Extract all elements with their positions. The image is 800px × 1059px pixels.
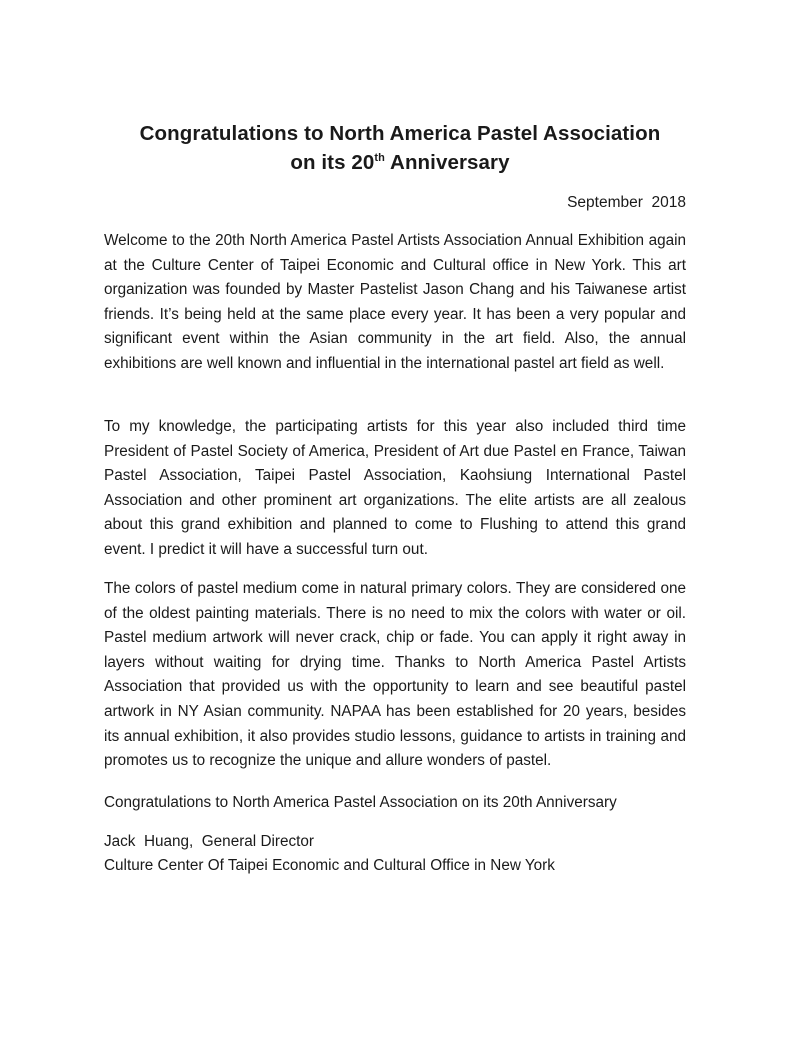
signature-organization: Culture Center Of Taipei Economic and Cultural Office in New York	[104, 857, 555, 874]
letter-title	[60, 119, 740, 177]
paragraph-welcome: Welcome to the 20th North America Pastel Artists Association Annual Exhibition again at the Culture Center of Taipei Economic and Cultural office in New York. This art organization was founded by Master Pastelist Jason Chang and his Taiwanese artist friends. It’s being held at the same place every year. It has been a very popular and significant event within the Asian community in the art field. Also, the annual exhibitions are well known and influential in the international pastel art field as well.	[104, 232, 686, 372]
title-ordinal-suffix: th	[374, 152, 385, 164]
paragraph-participants: To my knowledge, the participating artists for this year also included third time President of Pastel Society of America, President of Art due Pastel en France, Taiwan Pastel Association, Taipei Pastel Association, Kaohsiung International Pastel Association and other prominent art organizations. The elite artists are all zealous about this grand exhibition and planned to come to Flushing to attend this grand event. I predict it will have a successful turn out.	[104, 418, 686, 558]
title-line-2	[60, 148, 740, 177]
closing-line: Congratulations to North America Pastel Association on its 20th Anniversary	[104, 794, 617, 811]
title-line-1: Congratulations to North America Pastel Association	[139, 122, 661, 145]
title-line-2-suffix: Anniversary	[385, 151, 510, 174]
letter-date: September 2018	[567, 194, 686, 211]
signature-name: Jack Huang, General Director	[104, 833, 314, 850]
paragraph-pastel-medium: The colors of pastel medium come in natural primary colors. They are considered one of the oldest painting materials. There is no need to mix the colors with water or oil. Pastel medium artwork will never crack, chip or fade. You can apply it right away in layers without waiting for drying time. Thanks to North America Pastel Artists Association that provided us with the opportunity to learn and see beautiful pastel artwork in NY Asian community. NAPAA has been established for 20 years, besides its annual exhibition, it also provides studio lessons, guidance to artists in training and promotes us to recognize the unique and allure wonders of pastel.	[104, 580, 686, 770]
title-line-2-prefix: on its 20	[290, 151, 375, 174]
